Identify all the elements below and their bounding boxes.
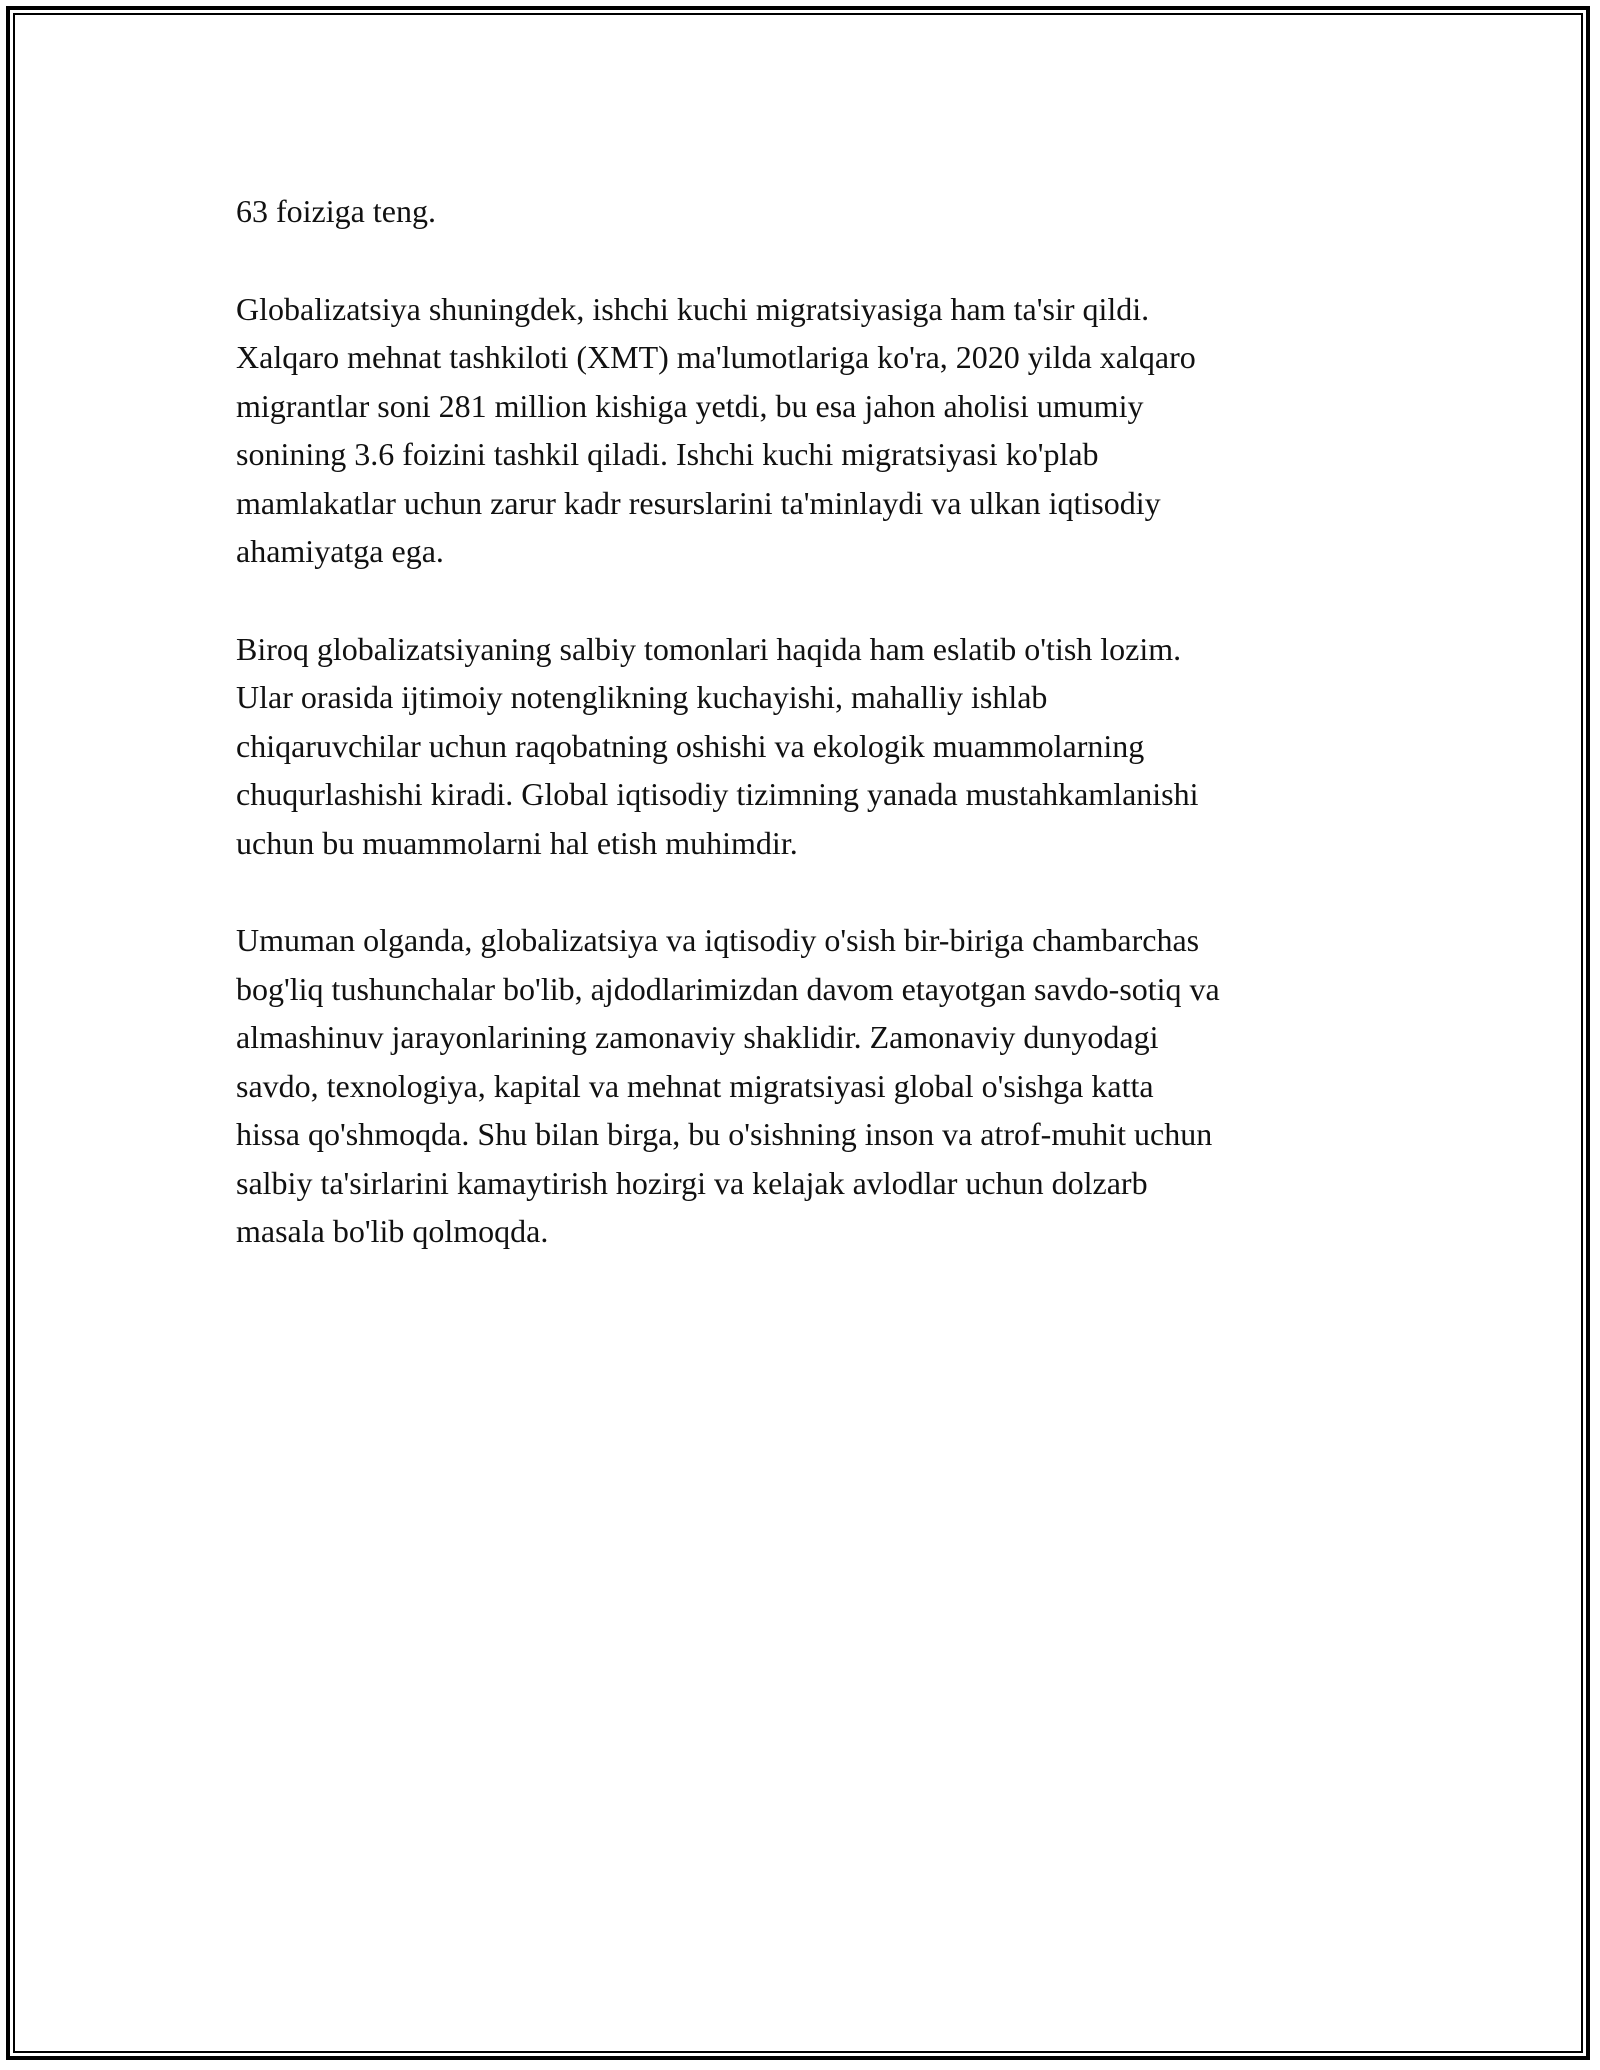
paragraph-2: Globalizatsiya shuningdek, ishchi kuchi migratsiyasiga ham ta'sir qildi. Xalqaro mehnat tashkiloti (XMT) ma'lumotlariga ko'ra, 2020 yilda xalqaro migrantlar soni 281 million kishiga yetdi, bu esa jahon aholisi umumiy sonining 3.6 foizini tashkil qiladi. Ishchi kuchi migratsiyasi ko'plab mamlakatlar uchun zarur kadr resurslarini ta'minlaydi va ulkan iqtisodiy ahamiyatga ega. xyxy=(236,290,1196,569)
document-body xyxy=(236,187,1386,1305)
paragraph-4: Umuman olganda, globalizatsiya va iqtisodiy o'sish bir-biriga chambarchas bog'liq tushunchalar bo'lib, ajdodlarimizdan davom etayotgan savdo-sotiq va almashinuv jarayonlarining zamonaviy shaklidir. Zamonaviy dunyodagi savdo, texnologiya, kapital va mehnat migratsiyasi global o'sishga katta hissa qo'shmoqda. Shu bilan birga, bu o'sishning inson va atrof-muhit uchun salbiy ta'sirlarini kamaytirish hozirgi va kelajak avlodlar uchun dolzarb masala bo'lib qolmoqda. xyxy=(236,922,1220,1249)
paragraph-1: 63 foiziga teng. xyxy=(236,193,436,229)
paragraph-3: Biroq globalizatsiyaning salbiy tomonlari haqida ham eslatib o'tish lozim. Ular orasida ijtimoiy notenglikning kuchayishi, mahalliy ishlab chiqaruvchilar uchun raqobatning oshishi va ekologik muammolarning chuqurlashishi kiradi. Global iqtisodiy tizimning yanada mustahkamlanishi uchun bu muammolarni hal etish muhimdir. xyxy=(236,630,1199,861)
